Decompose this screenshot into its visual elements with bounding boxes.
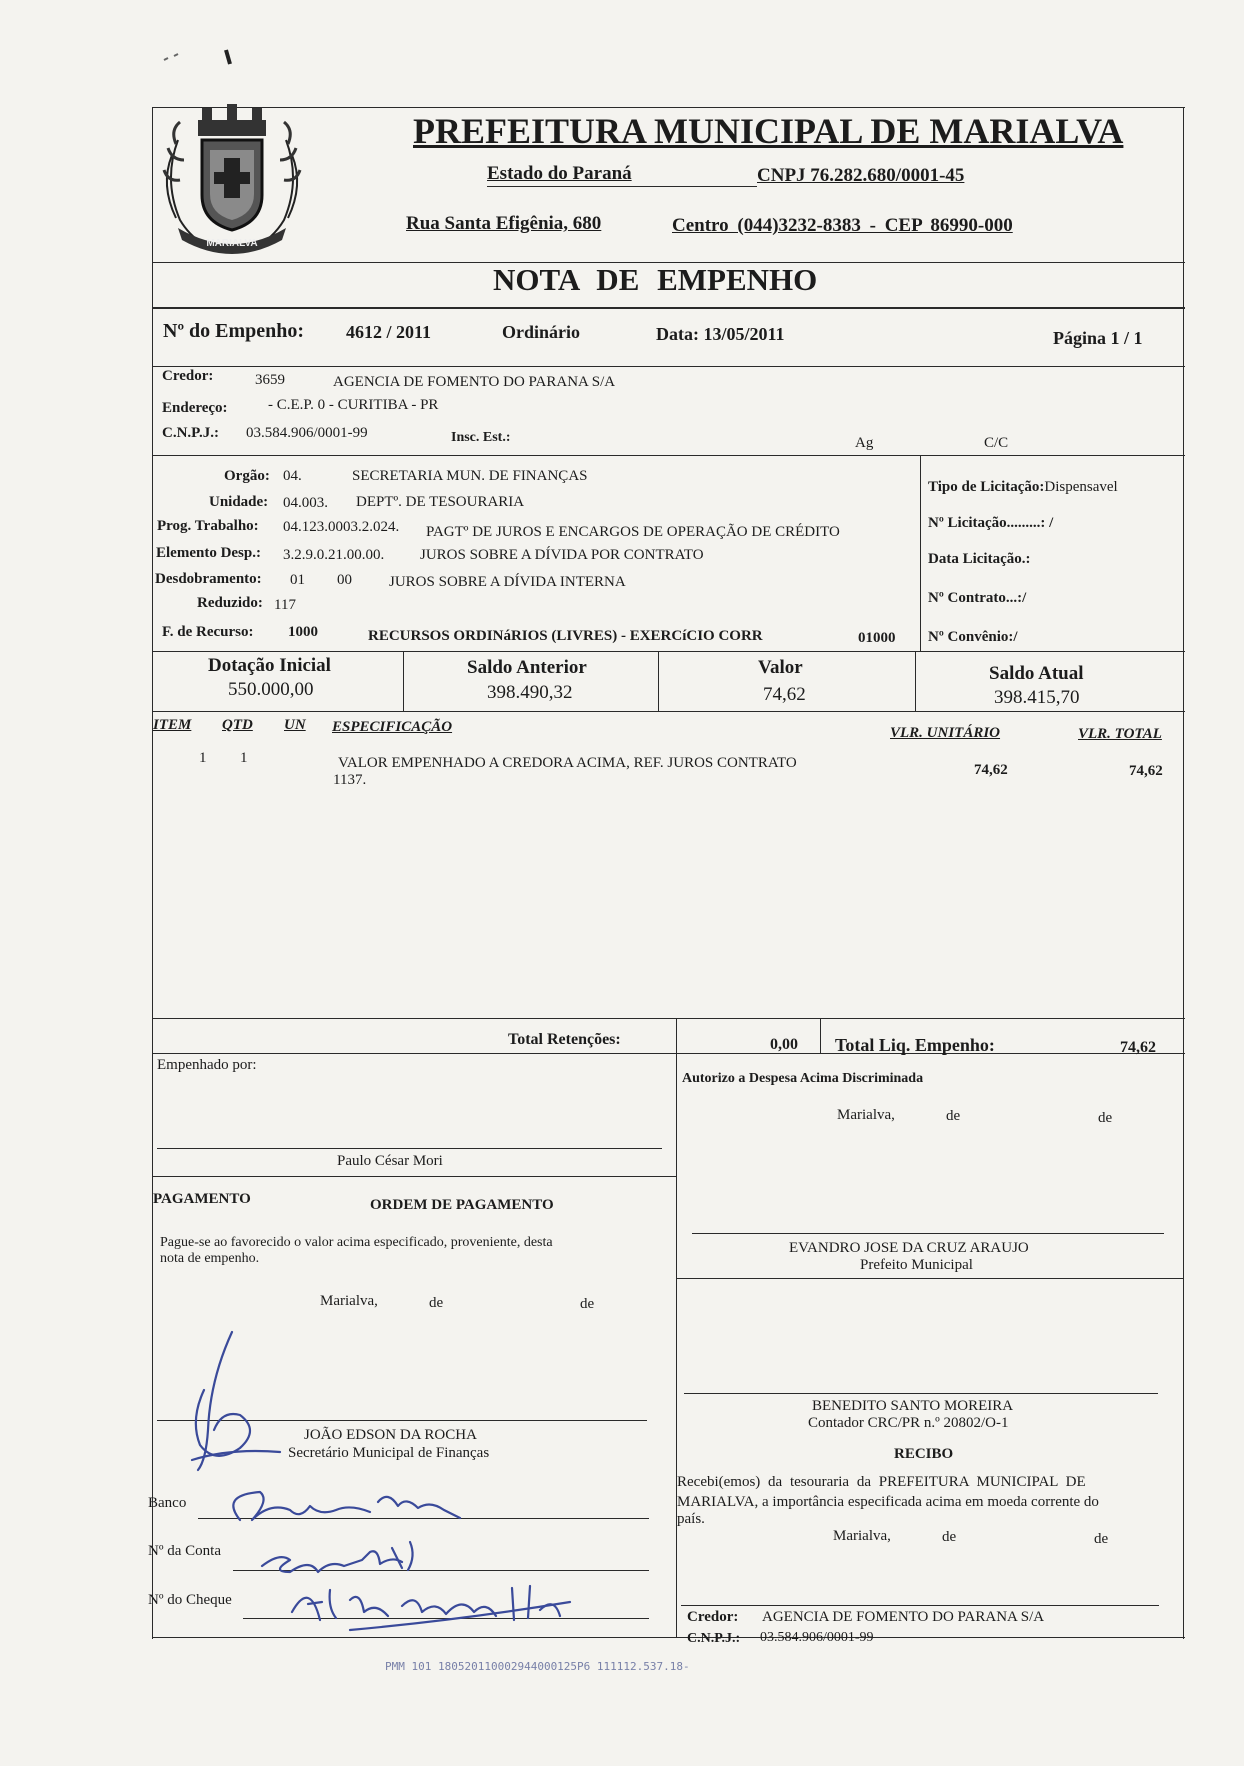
- licitacao-type-label: Tipo de Licitação:Dispensavel: [928, 479, 1118, 495]
- recibo-credor: AGENCIA DE FOMENTO DO PARANA S/A: [762, 1609, 1045, 1625]
- svg-text:MARIALVA: MARIALVA: [206, 238, 258, 249]
- empenho-number-label: Nº do Empenho:: [163, 320, 305, 342]
- reduzido-value: 117: [274, 597, 296, 613]
- header-cnpj: CNPJ 76.282.680/0001-45: [757, 165, 965, 186]
- recibo-text1: Recebi(emos) da tesouraria da PREFEITURA MUNICIPAL DE: [677, 1474, 1086, 1490]
- orgao-label: Orgão:: [224, 468, 270, 484]
- header-title: PREFEITURA MUNICIPAL DE MARIALVA: [413, 111, 1124, 151]
- recurso-label: F. de Recurso:: [162, 624, 254, 640]
- recurso-name: RECURSOS ORDINáRIOS (LIVRES) - EXERCíCIO CORR: [368, 628, 763, 644]
- banco-label: Banco: [148, 1495, 187, 1511]
- elemento-code: 3.2.9.0.21.00.00.: [283, 547, 385, 563]
- header-street: Rua Santa Efigênia, 680: [406, 213, 602, 234]
- coat-of-arms-icon: [158, 100, 306, 258]
- insc-label: Insc. Est.:: [451, 430, 511, 445]
- reduzido-label: Reduzido:: [197, 595, 263, 611]
- ordem-pagamento-label: ORDEM DE PAGAMENTO: [370, 1197, 554, 1213]
- credor-label: Credor:: [162, 368, 214, 384]
- pagamento-text2: nota de empenho.: [160, 1251, 260, 1266]
- empenhado-por-label: Empenhado por:: [157, 1057, 257, 1073]
- recurso-number: 01000: [858, 630, 896, 646]
- secretario-name: JOÃO EDSON DA ROCHA: [304, 1427, 477, 1443]
- desdobramento-name: JUROS SOBRE A DÍVIDA INTERNA: [389, 574, 626, 590]
- elemento-label: Elemento Desp.:: [156, 545, 261, 561]
- empenho-type: Ordinário: [502, 322, 581, 342]
- row-unit: 74,62: [974, 762, 1008, 778]
- col-un: UN: [284, 717, 306, 733]
- row-espec-cont: 1137.: [333, 772, 367, 788]
- desdobramento-code2: 00: [337, 572, 352, 588]
- header-address: Centro (044)3232-8383 - CEP 86990-000: [672, 215, 1013, 236]
- desdobramento-label: Desdobramento:: [155, 571, 262, 587]
- dotacao-label: Dotação Inicial: [208, 655, 331, 676]
- valor-label: Valor: [758, 657, 803, 678]
- recibo-de2: de: [1094, 1531, 1109, 1547]
- secretario-role: Secretário Municipal de Finanças: [288, 1445, 490, 1461]
- autorizo-de2: de: [1098, 1110, 1113, 1126]
- orgao-code: 04.: [283, 468, 302, 484]
- scan-mark-icon: [160, 40, 250, 80]
- col-qtd: QTD: [222, 717, 253, 733]
- endereco-value: - C.E.P. 0 - CURITIBA - PR: [268, 397, 439, 413]
- contador-name: BENEDITO SANTO MOREIRA: [812, 1398, 1014, 1414]
- saldo-anterior-value: 398.490,32: [487, 682, 573, 703]
- contrato-number: Nº Contrato...:/: [928, 590, 1027, 606]
- col-total: VLR. TOTAL: [1078, 726, 1162, 742]
- recurso-code: 1000: [288, 624, 318, 640]
- licitacao-date: Data Licitação.:: [928, 551, 1031, 567]
- convenio-number: Nº Convênio:/: [928, 629, 1018, 645]
- pagamento-text1: Pague-se ao favorecido o valor acima especificado, proveniente, desta: [160, 1235, 553, 1250]
- prog-label: Prog. Trabalho:: [157, 518, 259, 534]
- recibo-text2: MARIALVA, a importância especificada acima em moeda corrente do: [677, 1494, 1099, 1510]
- orgao-name: SECRETARIA MUN. DE FINANÇAS: [352, 468, 588, 484]
- footer-code: PMM 101 180520110002944000125P6 111112.537.18-: [385, 1660, 690, 1673]
- prog-code: 04.123.0003.2.024.: [283, 519, 400, 535]
- valor-value: 74,62: [763, 684, 806, 705]
- unidade-label: Unidade:: [209, 494, 269, 510]
- recibo-cnpj-label: C.N.P.J.:: [687, 1631, 741, 1646]
- handwritten-signature: [140, 1320, 680, 1635]
- doc-title: NOTA DE EMPENHO: [493, 262, 818, 297]
- empenhado-por-name: Paulo César Mori: [337, 1153, 443, 1169]
- saldo-atual-value: 398.415,70: [994, 687, 1080, 708]
- endereco-label: Endereço:: [162, 400, 228, 416]
- recibo-de1: de: [942, 1529, 957, 1545]
- pagamento-de1: de: [429, 1295, 444, 1311]
- unidade-name: DEPTº. DE TESOURARIA: [356, 494, 525, 510]
- autorizo-city: Marialva,: [837, 1107, 895, 1123]
- unidade-code: 04.003.: [283, 495, 328, 511]
- row-item: 1: [199, 750, 207, 766]
- empenho-number: 4612 / 2011: [346, 322, 432, 342]
- credor-code: 3659: [255, 372, 285, 388]
- autorizo-label: Autorizo a Despesa Acima Discriminada: [682, 1071, 924, 1086]
- col-item: ITEM: [153, 717, 192, 733]
- saldo-anterior-label: Saldo Anterior: [467, 657, 587, 678]
- empenho-page: Página 1 / 1: [1053, 328, 1143, 348]
- header-state: Estado do Paraná: [487, 163, 632, 184]
- ag-label: Ag: [855, 435, 874, 451]
- pagamento-city: Marialva,: [320, 1293, 378, 1309]
- recibo-credor-label: Credor:: [687, 1609, 739, 1625]
- recibo-cnpj: 03.584.906/0001-99: [760, 1630, 874, 1645]
- saldo-atual-label: Saldo Atual: [989, 663, 1084, 684]
- conta-label: Nº da Conta: [148, 1543, 221, 1559]
- prog-name: PAGTº DE JUROS E ENCARGOS DE OPERAÇÃO DE CRÉDITO: [426, 524, 840, 540]
- col-espec: ESPECIFICAÇÃO: [332, 719, 453, 735]
- row-total: 74,62: [1129, 763, 1163, 779]
- contador-role: Contador CRC/PR n.º 20802/O-1: [808, 1415, 1009, 1431]
- cc-label: C/C: [984, 435, 1009, 451]
- credor-cnpj-label: C.N.P.J.:: [162, 425, 219, 441]
- prefeito-role: Prefeito Municipal: [860, 1257, 973, 1273]
- autorizo-de1: de: [946, 1108, 961, 1124]
- prefeito-name: EVANDRO JOSE DA CRUZ ARAUJO: [789, 1240, 1029, 1256]
- retencoes-label: Total Retenções:: [508, 1031, 621, 1048]
- recibo-title: RECIBO: [894, 1446, 954, 1462]
- credor-name: AGENCIA DE FOMENTO DO PARANA S/A: [333, 374, 616, 390]
- liquido-value: 74,62: [1120, 1039, 1156, 1056]
- liquido-label: Total Liq. Empenho:: [835, 1035, 995, 1055]
- row-espec: VALOR EMPENHADO A CREDORA ACIMA, REF. JUROS CONTRATO: [338, 755, 797, 771]
- credor-cnpj: 03.584.906/0001-99: [246, 425, 368, 441]
- recibo-city: Marialva,: [833, 1528, 891, 1544]
- licitacao-number: Nº Licitação.........: /: [928, 515, 1054, 531]
- empenho-date: Data: 13/05/2011: [656, 324, 785, 344]
- dotacao-value: 550.000,00: [228, 679, 314, 700]
- elemento-name: JUROS SOBRE A DÍVIDA POR CONTRATO: [420, 547, 704, 563]
- col-unit: VLR. UNITÁRIO: [890, 725, 1001, 741]
- retencoes-value: 0,00: [770, 1036, 798, 1053]
- pagamento-de2: de: [580, 1296, 595, 1312]
- desdobramento-code1: 01: [290, 572, 305, 588]
- pagamento-label: PAGAMENTO: [153, 1191, 251, 1207]
- row-qtd: 1: [240, 750, 248, 766]
- recibo-text3: país.: [677, 1511, 705, 1527]
- cheque-label: Nº do Cheque: [148, 1592, 232, 1608]
